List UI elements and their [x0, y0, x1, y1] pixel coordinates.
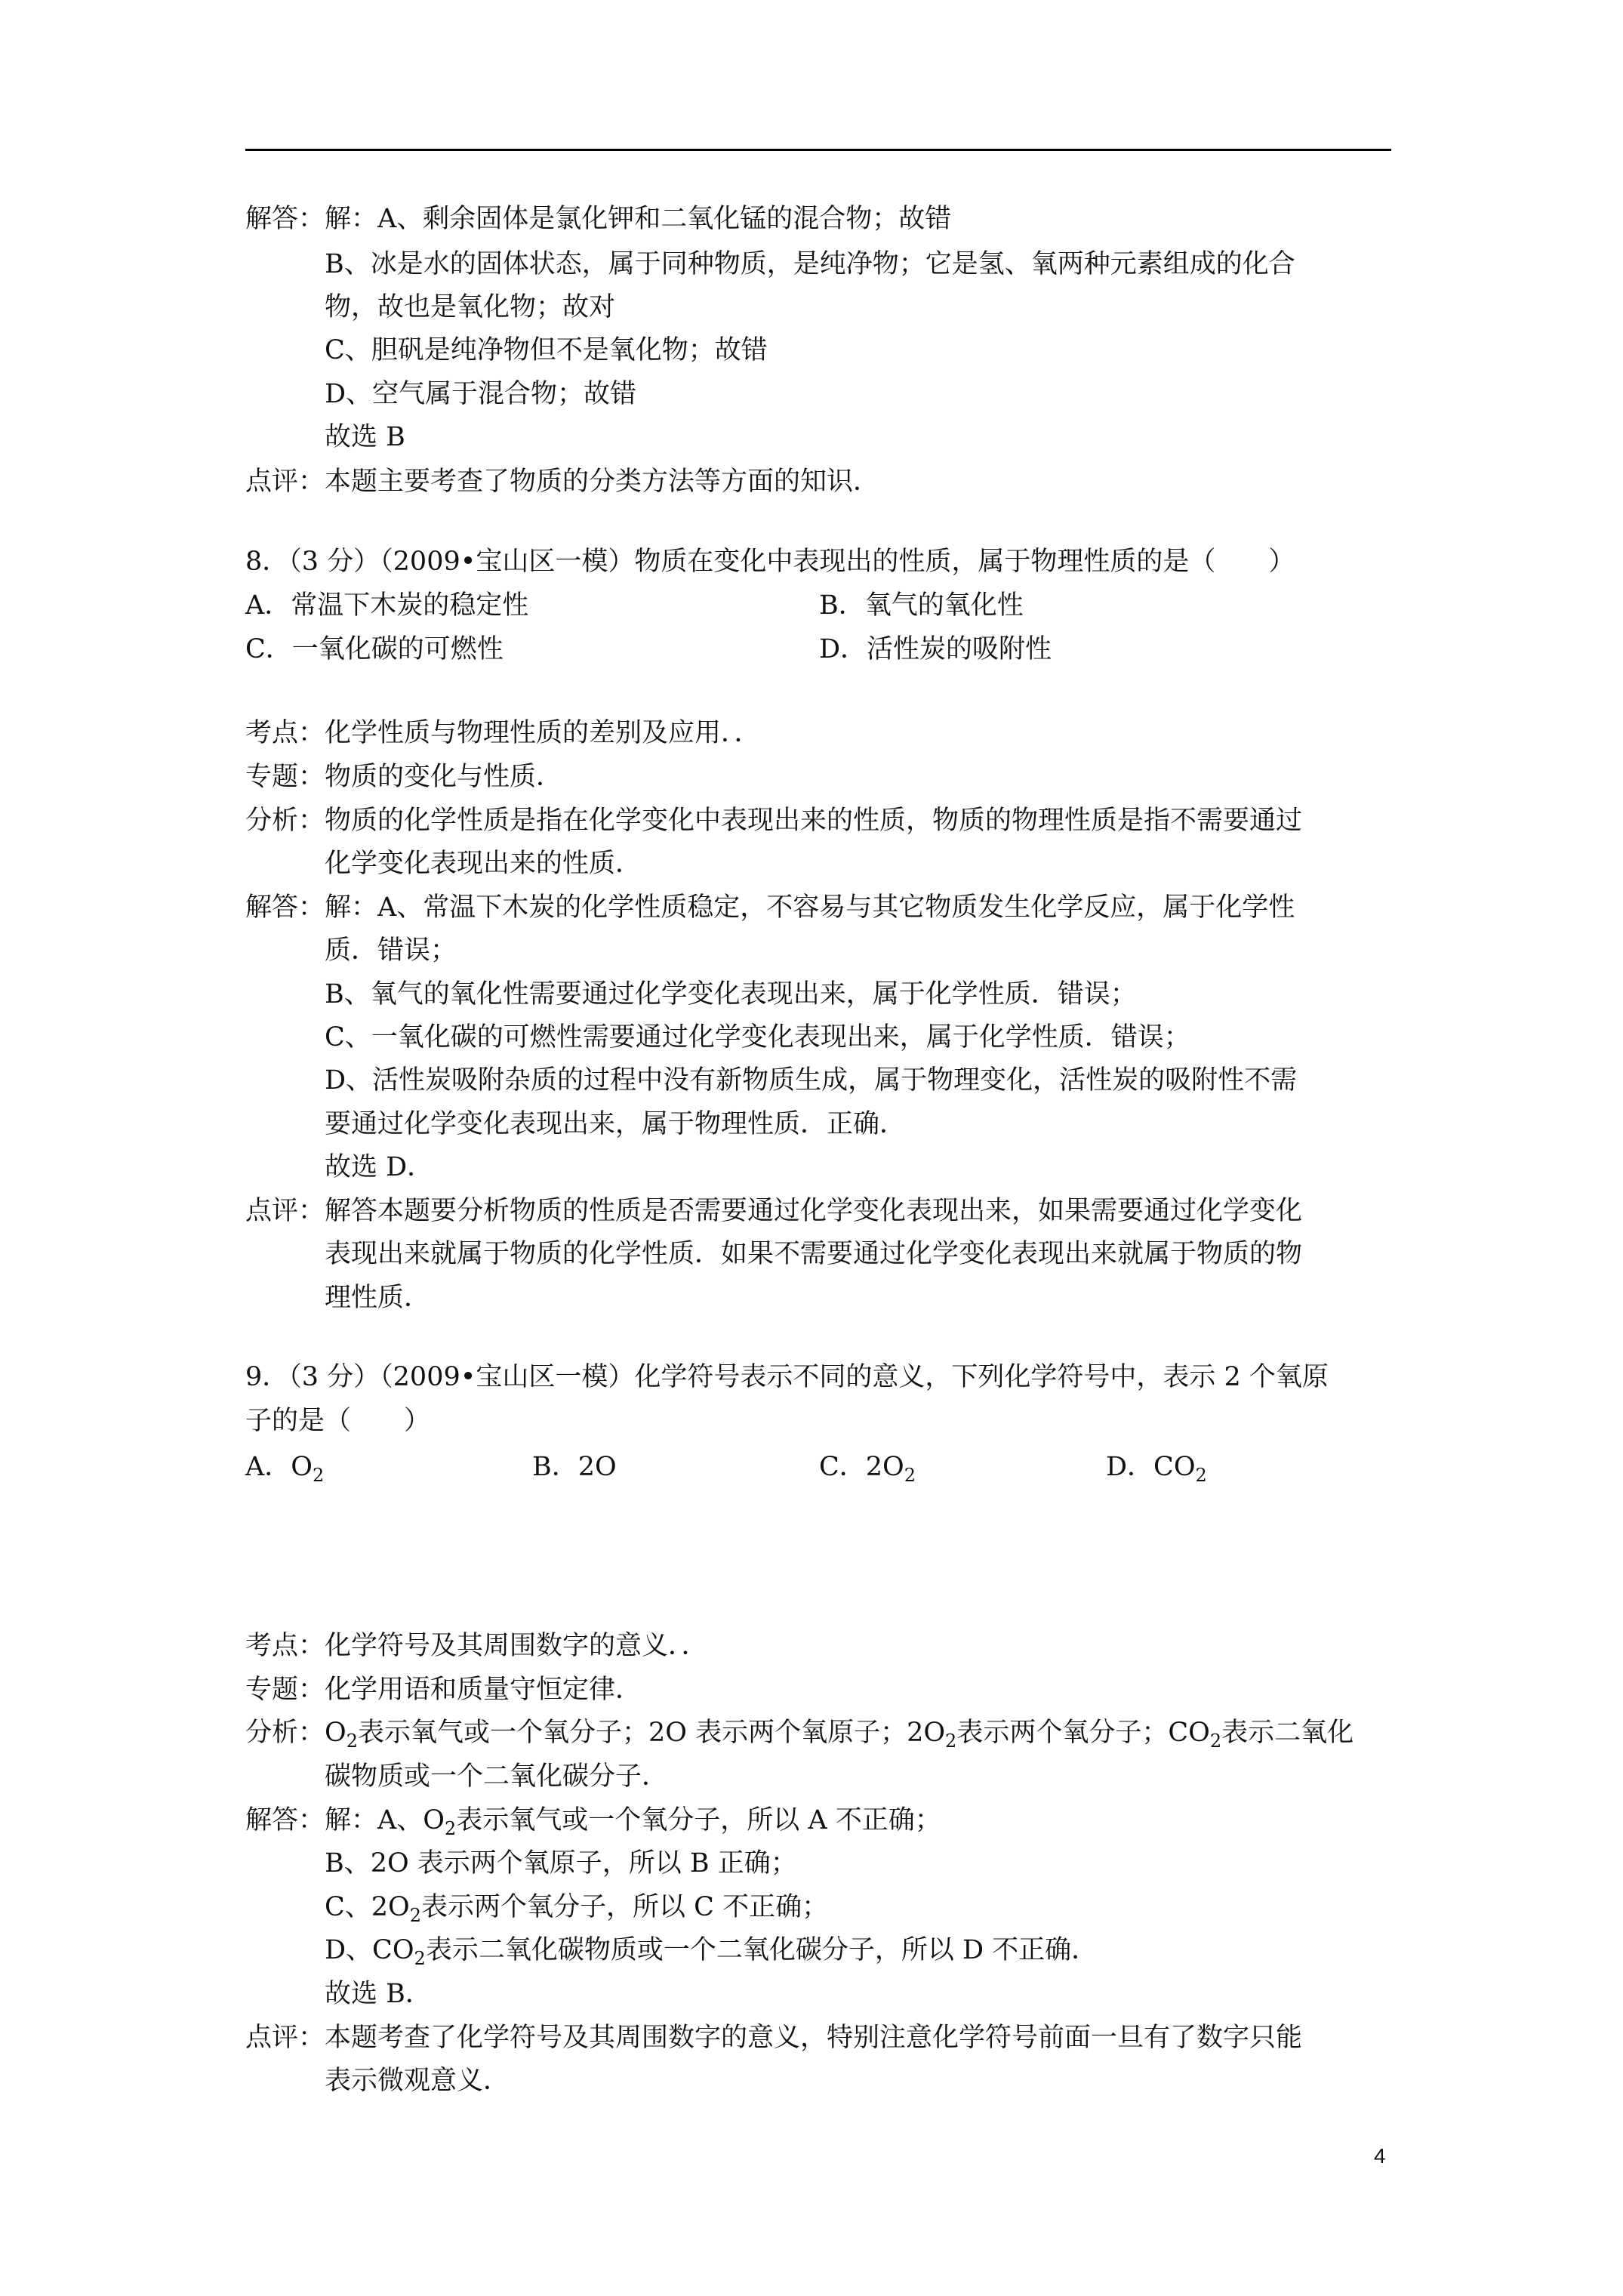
header-rule [245, 149, 1391, 151]
question-9-line-1: 9．（3 分）（2009•宝山区一模）化学符号表示不同的意义，下列化学符号中，表示 2 个氧原 [245, 1362, 1329, 1392]
comment-9-line-1: 点评：本题考查了化学符号及其周围数字的意义，特别注意化学符号前面一旦有了数字只能 [245, 2023, 1303, 2053]
zhuanti-8-line-1: 专题：物质的变化与性质． [245, 762, 563, 792]
answer-8-line-4: C、一氧化碳的可燃性需要通过化学变化表现出来，属于化学性质．错误； [325, 1022, 1190, 1052]
option-label: C．2O [819, 1452, 904, 1482]
question-9-line-2: 子的是（ ） [245, 1406, 431, 1436]
subscript: 2 [409, 1905, 422, 1926]
subscript: 2 [414, 1948, 426, 1969]
text-run: 分析：O [245, 1718, 346, 1748]
options-8-line-4: D．活性炭的吸附性 [819, 634, 1052, 664]
option-9-c [819, 1450, 916, 1492]
option-9-d [1106, 1450, 1207, 1492]
analysis-9-line-2-line-1: 碳物质或一个二氧化碳分子． [325, 1761, 669, 1792]
text-run: 表示两个氧分子；CO [956, 1718, 1210, 1748]
answer-9-a [245, 1804, 941, 1845]
text-run: 表示氧气或一个氧分子；2O 表示两个氧原子；2O [357, 1718, 946, 1748]
options-8-line-1: A．常温下木炭的稳定性 [245, 590, 529, 621]
subscript: 2 [444, 1818, 457, 1839]
answer-7-line-3: 物，故也是氧化物；故对 [325, 292, 616, 322]
comment-7-line-1: 点评：本题主要考查了物质的分类方法等方面的知识． [245, 467, 880, 497]
option-label: B．2O [532, 1452, 617, 1482]
answer-9-b-line-1: B、2O 表示两个氧原子，所以 B 正确； [325, 1848, 797, 1878]
answer-7-line-2: B、冰是水的固体状态，属于同种物质，是纯净物；它是氢、氧两种元素组成的化合 [325, 249, 1295, 279]
text-run: C、2O [325, 1892, 410, 1922]
options-8-line-3: C．一氧化碳的可燃性 [245, 634, 504, 664]
comment-8-line-1: 点评：解答本题要分析物质的性质是否需要通过化学变化表现出来，如果需要通过化学变化 [245, 1196, 1303, 1226]
subscript: 2 [945, 1730, 957, 1752]
subscript: 2 [1209, 1730, 1222, 1752]
kaodian-8-line-1: 考点：化学性质与物理性质的差别及应用．． [245, 718, 761, 748]
answer-9-end-line-1: 故选 B． [325, 1979, 432, 2009]
comment-8-line-3: 理性质． [325, 1283, 431, 1313]
analysis-9-line-1 [245, 1716, 1354, 1758]
text-run: 表示二氧化 [1221, 1718, 1354, 1748]
text-run: 表示二氧化碳物质或一个二氧化碳分子，所以 D 不正确． [425, 1935, 1098, 1965]
answer-7-line-1: 解答：解：A、剩余固体是氯化钾和二氧化锰的混合物；故错 [245, 204, 952, 234]
answer-8-line-2: 质．错误； [325, 935, 457, 966]
analysis-8-line-1: 分析：物质的化学性质是指在化学变化中表现出来的性质，物质的物理性质是指不需要通过 [245, 806, 1303, 836]
comment-8-line-2: 表现出来就属于物质的化学性质．如果不需要通过化学变化表现出来就属于物质的物 [325, 1239, 1303, 1269]
zhuanti-9-line-1: 专题：化学用语和质量守恒定律． [245, 1675, 642, 1705]
text-run: D、CO [325, 1935, 414, 1965]
option-label: D．CO [1106, 1452, 1196, 1482]
answer-8-line-1: 解答：解：A、常温下木炭的化学性质稳定，不容易与其它物质发生化学反应，属于化学性 [245, 892, 1295, 923]
subscript: 2 [904, 1465, 916, 1486]
options-8-line-2: B．氧气的氧化性 [819, 590, 1024, 621]
answer-9-c [325, 1891, 828, 1932]
question-8-line-1: 8．（3 分）（2009•宝山区一模）物质在变化中表现出的性质，属于物理性质的是（ ） [245, 547, 1295, 577]
answer-9-d [325, 1934, 1098, 1975]
answer-7-line-4: C、胆矾是纯净物但不是氧化物；故错 [325, 335, 768, 365]
kaodian-9-line-1: 考点：化学符号及其周围数字的意义．． [245, 1631, 708, 1661]
subscript: 2 [346, 1730, 358, 1752]
text-run: 表示氧气或一个氧分子，所以 A 不正确； [456, 1805, 941, 1835]
text-run: 表示两个氧分子，所以 C 不正确； [421, 1892, 829, 1922]
comment-9-line-2: 表示微观意义． [325, 2066, 510, 2096]
answer-8-line-5: D、活性炭吸附杂质的过程中没有新物质生成，属于物理变化，活性炭的吸附性不需 [325, 1065, 1298, 1096]
answer-7-line-5: D、空气属于混合物；故错 [325, 379, 637, 409]
answer-8-line-3: B、氧气的氧化性需要通过化学变化表现出来，属于化学性质．错误； [325, 979, 1137, 1009]
answer-7-line-6: 故选 B [325, 422, 405, 452]
subscript: 2 [1195, 1465, 1207, 1486]
analysis-8-line-2: 化学变化表现出来的性质． [325, 849, 642, 879]
answer-8-line-6: 要通过化学变化表现出来，属于物理性质．正确． [325, 1109, 907, 1139]
text-run: 解答：解：A、O [245, 1805, 445, 1835]
page-number: 4 [1374, 2144, 1386, 2168]
subscript: 2 [312, 1465, 325, 1486]
option-9-b [532, 1450, 617, 1484]
option-9-a [245, 1450, 324, 1492]
option-label: A．O [245, 1452, 313, 1482]
answer-8-line-7: 故选 D． [325, 1152, 434, 1182]
